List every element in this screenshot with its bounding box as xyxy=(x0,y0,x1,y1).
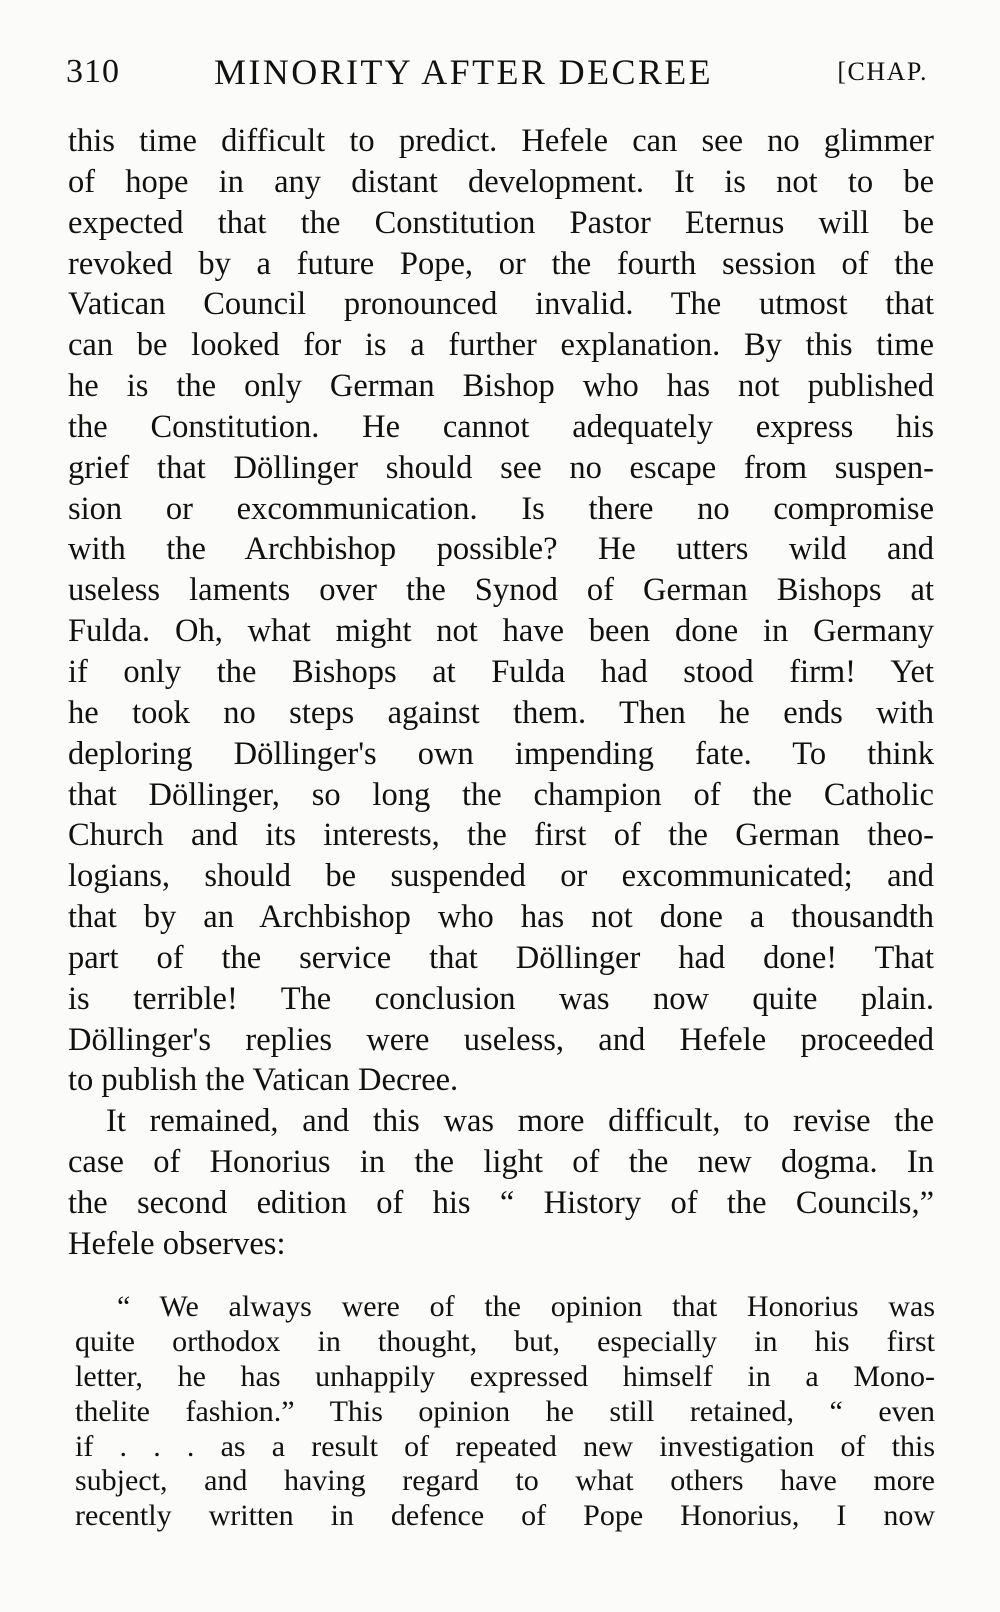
text-line: Church and its interests, the first of the German theo- xyxy=(68,817,934,854)
quote-line: if . . . as a result of repeated new investigation of this xyxy=(75,1429,935,1463)
text-line: this time difficult to predict. Hefele can see no glimmer xyxy=(68,123,934,159)
text-line: expected that the Constitution Pastor Eternus will be xyxy=(68,204,934,241)
page-number: 310 xyxy=(66,53,120,90)
text-line: deploring Döllinger's own impending fate. To think xyxy=(68,735,934,772)
chapter-tag: [CHAP. xyxy=(837,57,928,86)
page-header xyxy=(66,46,934,98)
text-line: can be looked for is a further explanation. By this time xyxy=(68,327,934,364)
text-line: the second edition of his “ History of the Councils,” xyxy=(68,1184,934,1221)
text-line: if only the Bishops at Fulda had stood firm! Yet xyxy=(68,653,934,690)
text-line: sion or excommunication. Is there no compromise xyxy=(68,490,934,527)
text-line: Hefele observes: xyxy=(68,1225,286,1262)
block-quote xyxy=(75,1290,935,1534)
text-line: that by an Archbishop who has not done a thousandth xyxy=(68,899,934,936)
text-line: useless laments over the Synod of German Bishops at xyxy=(68,572,934,609)
text-line: grief that Döllinger should see no escape from suspen- xyxy=(68,449,934,486)
text-line: to publish the Vatican Decree. xyxy=(68,1062,459,1099)
text-line: with the Archbishop possible? He utters wild and xyxy=(68,531,934,568)
text-line: the Constitution. He cannot adequately express his xyxy=(68,408,934,445)
quote-line: thelite fashion.” This opinion he still retained, “ even xyxy=(75,1394,935,1428)
text-line: he is the only German Bishop who has not published xyxy=(68,368,934,405)
quote-line: letter, he has unhappily expressed himself in a Mono- xyxy=(75,1359,935,1393)
quote-line: subject, and having regard to what others have more xyxy=(75,1464,935,1498)
text-line: logians, should be suspended or excommunicated; and xyxy=(68,858,934,895)
quote-line: quite orthodox in thought, but, especially in his first xyxy=(75,1324,935,1358)
text-line: It remained, and this was more difficult, to revise the xyxy=(106,1103,934,1140)
body-text xyxy=(68,121,934,1265)
text-line: Vatican Council pronounced invalid. The utmost that xyxy=(68,286,934,323)
text-line: revoked by a future Pope, or the fourth session of the xyxy=(68,245,934,282)
quote-line: “ We always were of the opinion that Honorius was xyxy=(117,1290,935,1323)
text-line: he took no steps against them. Then he ends with xyxy=(68,694,934,731)
text-line: that Döllinger, so long the champion of the Catholic xyxy=(68,776,934,813)
quote-line: recently written in defence of Pope Honorius, I now xyxy=(75,1499,935,1533)
text-line: part of the service that Döllinger had done! That xyxy=(68,939,934,976)
text-line: is terrible! The conclusion was now quite plain. xyxy=(68,980,934,1017)
text-line: of hope in any distant development. It is not to be xyxy=(68,163,934,200)
text-line: Döllinger's replies were useless, and Hefele proceeded xyxy=(68,1021,934,1058)
text-line: case of Honorius in the light of the new dogma. In xyxy=(68,1144,934,1181)
running-title: MINORITY AFTER DECREE xyxy=(214,52,714,92)
text-line: Fulda. Oh, what might not have been done in Germany xyxy=(68,613,934,650)
